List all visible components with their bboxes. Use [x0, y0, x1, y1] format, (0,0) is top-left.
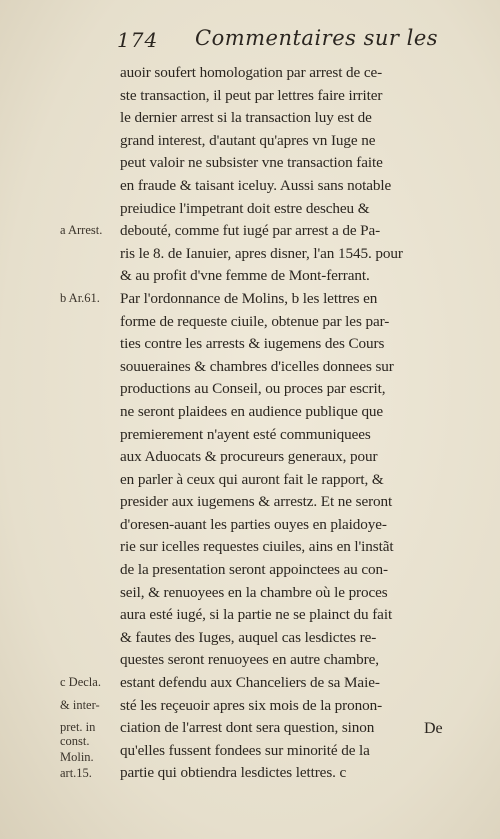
text-line: presider aux iugemens & arrestz. Et ne seront [120, 493, 393, 511]
margin-note: a Arrest. [60, 223, 103, 238]
text-line: questes seront renuoyees en autre chambre, [120, 651, 379, 669]
margin-note: const. [60, 733, 90, 748]
page-header [115, 24, 455, 54]
text-line: en fraude & taisant iceluy. Aussi sans notable [120, 176, 392, 194]
running-title: Commentaires sur les [195, 26, 439, 50]
text-line: forme de requeste ciuile, obtenue par les par- [120, 312, 390, 330]
text-line: ne seront plaidees en audience publique que [120, 402, 384, 420]
text-line: en parler à ceux qui auront fait le rapport, & [120, 470, 384, 488]
text-line: grand interest, d'autant qu'apres vn Iuge ne [120, 131, 376, 149]
text-line: de la presentation seront appoinctees au con- [120, 561, 388, 579]
margin-note: c Decla. [60, 675, 101, 690]
text-line: productions au Conseil, ou proces par escrit, [120, 380, 386, 398]
text-line: d'oresen-auant les parties ouyes en plaidoye- [120, 515, 387, 533]
text-line: ris le 8. de Ianuier, apres disner, l'an 1545. pour [120, 244, 403, 262]
text-line: ste transaction, il peut par lettres faire irriter [120, 86, 383, 104]
text-line: preiudice l'impetrant doit estre descheu & [120, 199, 370, 217]
text-line: le dernier arrest si la transaction luy est de [120, 109, 372, 127]
margin-note: & inter- [60, 697, 100, 712]
catchword: De [424, 720, 443, 737]
text-line: Par l'ordonnance de Molins, b les lettres en [120, 289, 378, 307]
text-line: rie sur icelles requestes ciuiles, ains en l'instãt [120, 538, 394, 556]
text-line: premierement n'ayent esté communiquees [120, 425, 371, 443]
text-line: ties contre les arrests & iugemens des Cours [120, 335, 385, 353]
text-line: auoir soufert homologation par arrest de ce- [120, 64, 383, 81]
text-line: aux Aduocats & procureurs generaux, pour [120, 448, 378, 466]
text-line: & au profit d'vne femme de Mont-ferrant. [120, 267, 370, 285]
margin-note: pret. in [60, 720, 96, 735]
text-line: seil, & renuoyees en la chambre où le proces [120, 583, 388, 601]
margin-note: b Ar.61. [60, 291, 100, 305]
text-line: & fautes des Iuges, auquel cas lesdictes re- [120, 628, 377, 646]
text-line: partie qui obtiendra lesdictes lettres. c [120, 764, 347, 782]
text-line: qu'elles fussent fondees sur minorité de la [120, 741, 370, 759]
margin-note: art.15. [60, 765, 92, 780]
text-line: aura esté iugé, si la partie ne se plainct du fait [120, 606, 393, 624]
margin-note: Molin. [60, 749, 94, 764]
text-line: estant defendu aux Chanceliers de sa Maie- [120, 674, 380, 692]
text-line: sté les reçeuoir apres six mois de la pronon- [120, 696, 383, 714]
body-text [120, 62, 460, 785]
text-line: peut valoir ne subsister vne transaction faite [120, 154, 383, 172]
text-line: ciation de l'arrest dont sera question, sinon [120, 719, 375, 737]
text-line: souueraines & chambres d'icelles donnees sur [120, 357, 394, 375]
folio-number: 174 [117, 28, 159, 52]
text-line: debouté, comme fut iugé par arrest a de Pa- [120, 222, 381, 240]
